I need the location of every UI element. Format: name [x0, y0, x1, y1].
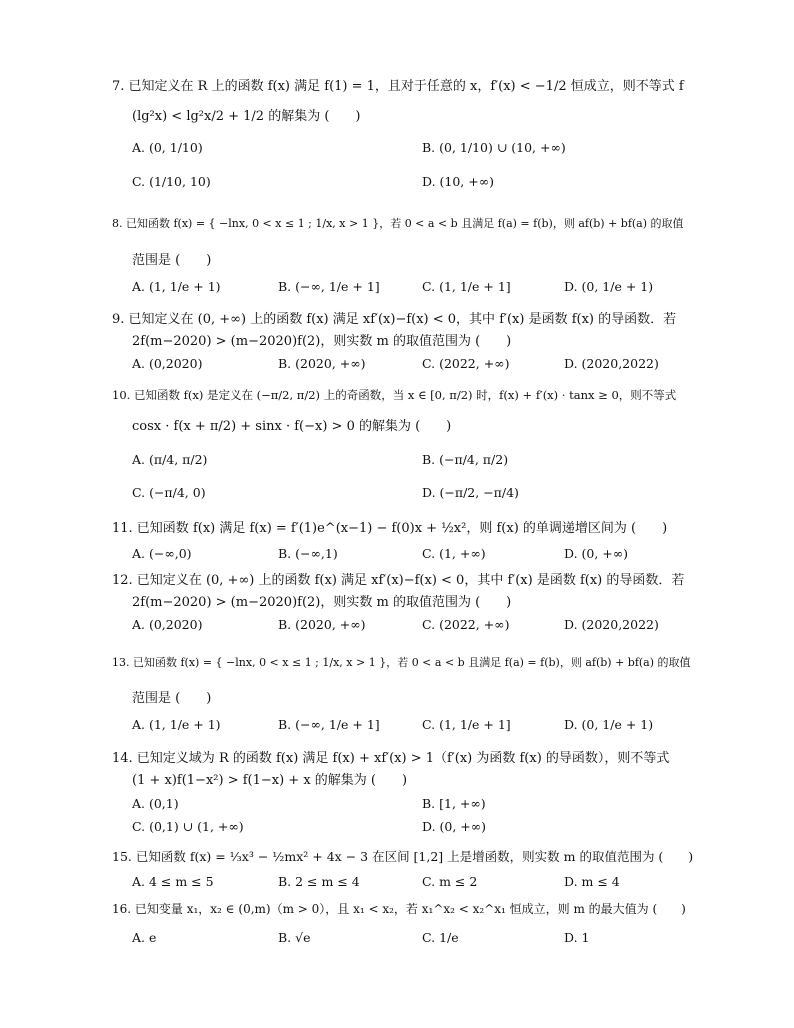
option-c[interactable]: C. 1/e	[422, 930, 459, 945]
option-a[interactable]: A. (0,1)	[132, 796, 179, 811]
options-row	[132, 172, 692, 192]
option-b[interactable]: B. (−∞,1)	[278, 546, 338, 561]
option-c[interactable]: C. (1/10, 10)	[132, 174, 211, 189]
options-row	[132, 794, 692, 814]
option-c[interactable]: C. (2022, +∞)	[422, 617, 510, 632]
question-text: 范围是 ( )	[132, 253, 212, 268]
option-d[interactable]: D. (2020,2022)	[564, 356, 659, 371]
question-text: 12. 已知定义在 (0, +∞) 上的函数 f(x) 满足 xf′(x)−f(x) < 0，其中 f′(x) 是函数 f(x) 的导函数．若	[112, 573, 685, 588]
option-a[interactable]: A. (1, 1/e + 1)	[132, 717, 221, 732]
options-row	[132, 450, 692, 470]
question-text: 14. 已知定义域为 R 的函数 f(x) 满足 f(x) + xf′(x) > 1（f′(x) 为函数 f(x) 的导函数），则不等式	[112, 751, 670, 766]
option-a[interactable]: A. (0, 1/10)	[132, 140, 203, 155]
option-a[interactable]: A. (0,2020)	[132, 617, 203, 632]
question-text: 10. 已知函数 f(x) 是定义在 (−π/2, π/2) 上的奇函数，当 x ∈ [0, π/2) 时，f(x) + f′(x) · tanx ≥ 0，则不等式	[112, 388, 677, 402]
question-text: cosx · f(x + π/2) + sinx · f(−x) > 0 的解集为 ( )	[132, 419, 452, 434]
option-c[interactable]: C. (2022, +∞)	[422, 356, 510, 371]
option-d[interactable]: D. (0, +∞)	[422, 819, 487, 834]
question-text: 8. 已知函数 f(x) = { −lnx, 0 < x ≤ 1 ; 1/x, x > 1 }，若 0 < a < b 且满足 f(a) = f(b)，则 af(b) + bf(a) 的取值	[112, 217, 684, 230]
question-text: 16. 已知变量 x₁，x₂ ∈ (0,m)（m > 0），且 x₁ < x₂，若 x₁^x₂ < x₂^x₁ 恒成立，则 m 的最大值为 ( )	[112, 902, 686, 916]
question-text: 11. 已知函数 f(x) 满足 f(x) = f′(1)e^(x−1) − f(0)x + ½x²，则 f(x) 的单调递增区间为 ( )	[112, 521, 668, 536]
option-a[interactable]: A. (0,2020)	[132, 356, 203, 371]
option-b[interactable]: B. (−∞, 1/e + 1]	[278, 717, 380, 732]
options-row	[132, 817, 692, 837]
option-a[interactable]: A. (π/4, π/2)	[132, 452, 208, 467]
options-row	[132, 354, 692, 374]
option-b[interactable]: B. (0, 1/10) ∪ (10, +∞)	[422, 140, 566, 155]
options-row	[132, 483, 692, 503]
option-c[interactable]: C. (1, +∞)	[422, 546, 486, 561]
options-row	[132, 928, 692, 948]
option-a[interactable]: A. (1, 1/e + 1)	[132, 279, 221, 294]
option-d[interactable]: D. (0, +∞)	[564, 546, 629, 561]
question-text: 2f(m−2020) > (m−2020)f(2)，则实数 m 的取值范围为 ( )	[132, 595, 512, 610]
option-b[interactable]: B. (2020, +∞)	[278, 617, 366, 632]
question-text: 13. 已知函数 f(x) = { −lnx, 0 < x ≤ 1 ; 1/x, x > 1 }，若 0 < a < b 且满足 f(a) = f(b)，则 af(b) + bf(a) 的取值	[112, 656, 691, 669]
option-b[interactable]: B. 2 ≤ m ≤ 4	[278, 874, 360, 889]
options-row	[132, 277, 692, 297]
options-row	[132, 138, 692, 158]
option-a[interactable]: A. 4 ≤ m ≤ 5	[132, 874, 214, 889]
option-b[interactable]: B. (2020, +∞)	[278, 356, 366, 371]
question-text: 15. 已知函数 f(x) = ⅓x³ − ½mx² + 4x − 3 在区间 [1,2] 上是增函数，则实数 m 的取值范围为 ( )	[112, 849, 694, 864]
option-d[interactable]: D. (0, 1/e + 1)	[564, 717, 654, 732]
option-d[interactable]: D. (2020,2022)	[564, 617, 659, 632]
options-row	[132, 715, 692, 735]
option-c[interactable]: C. (1, 1/e + 1]	[422, 279, 511, 294]
option-b[interactable]: B. (−∞, 1/e + 1]	[278, 279, 380, 294]
options-row	[132, 544, 692, 564]
option-b[interactable]: B. [1, +∞)	[422, 796, 486, 811]
option-c[interactable]: C. (1, 1/e + 1]	[422, 717, 511, 732]
options-row	[132, 615, 692, 635]
question-text: 9. 已知定义在 (0, +∞) 上的函数 f(x) 满足 xf′(x)−f(x) < 0，其中 f′(x) 是函数 f(x) 的导函数．若	[112, 312, 677, 327]
option-d[interactable]: D. (0, 1/e + 1)	[564, 279, 654, 294]
option-a[interactable]: A. e	[132, 930, 157, 945]
option-c[interactable]: C. m ≤ 2	[422, 874, 478, 889]
option-c[interactable]: C. (0,1) ∪ (1, +∞)	[132, 819, 244, 834]
option-d[interactable]: D. m ≤ 4	[564, 874, 620, 889]
option-b[interactable]: B. (−π/4, π/2)	[422, 452, 509, 467]
question-text: 7. 已知定义在 R 上的函数 f(x) 满足 f(1) = 1，且对于任意的 x，f′(x) < −1/2 恒成立，则不等式 f	[112, 79, 684, 94]
question-text: (1 + x)f(1−x²) > f(1−x) + x 的解集为 ( )	[132, 773, 408, 788]
option-a[interactable]: A. (−∞,0)	[132, 546, 192, 561]
question-text: (lg²x) < lg²x/2 + 1/2 的解集为 ( )	[132, 109, 361, 124]
question-text: 范围是 ( )	[132, 691, 212, 706]
option-b[interactable]: B. √e	[278, 930, 311, 945]
option-c[interactable]: C. (−π/4, 0)	[132, 485, 206, 500]
question-text: 2f(m−2020) > (m−2020)f(2)，则实数 m 的取值范围为 ( )	[132, 334, 512, 349]
option-d[interactable]: D. (10, +∞)	[422, 174, 495, 189]
option-d[interactable]: D. 1	[564, 930, 590, 945]
options-row	[132, 872, 692, 892]
option-d[interactable]: D. (−π/2, −π/4)	[422, 485, 519, 500]
